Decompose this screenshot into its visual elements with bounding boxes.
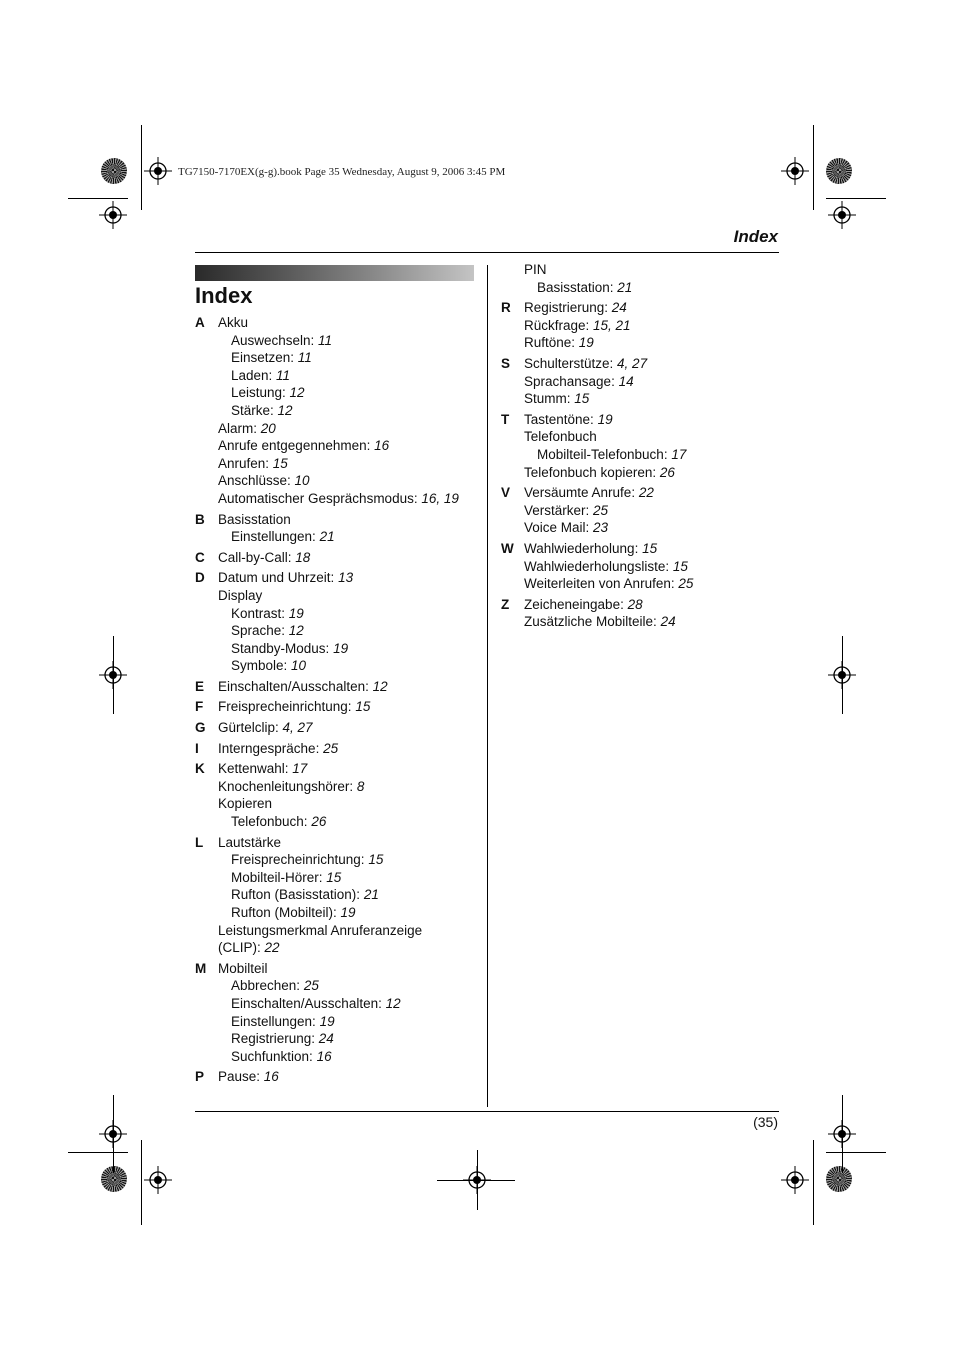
crosshair-registration-mark-icon — [828, 201, 856, 229]
entry-page-refs: 25 — [678, 576, 694, 592]
index-group — [195, 760, 475, 830]
index-entry — [195, 314, 475, 332]
index-entry — [501, 299, 781, 317]
entry-term: Rückfrage: — [524, 317, 594, 333]
entry-page-refs: 16 — [316, 1048, 332, 1064]
entry-page-refs: 15 — [272, 455, 288, 471]
crop-line — [437, 1180, 515, 1181]
index-group — [195, 698, 475, 716]
entry-term: Kontrast: — [231, 605, 289, 621]
index-entry — [195, 490, 475, 508]
crosshair-registration-mark-icon — [144, 157, 172, 185]
index-entry — [195, 795, 475, 813]
index-letter: R — [501, 300, 511, 316]
page-title: Index — [195, 283, 253, 308]
entry-term: Sprache: — [231, 623, 289, 639]
index-subentry — [195, 1048, 475, 1066]
index-letter: C — [195, 549, 205, 565]
entry-page-refs: 12 — [288, 623, 304, 639]
entry-page-refs: 12 — [385, 995, 401, 1011]
index-subentry — [195, 402, 475, 420]
index-subentry — [195, 904, 475, 922]
entry-term: Registrierung: — [524, 300, 612, 316]
entry-page-refs: 15, 21 — [593, 317, 631, 333]
index-entry — [195, 511, 475, 529]
index-group — [195, 549, 475, 567]
index-entry — [501, 390, 781, 408]
index-letter: K — [195, 761, 205, 777]
entry-term: Leistungsmerkmal Anruferanzeige — [218, 922, 423, 938]
entry-page-refs: 11 — [297, 350, 312, 366]
entry-page-refs: 15 — [672, 558, 688, 574]
print-info: TG7150-7170EX(g-g).book Page 35 Wednesday, August 9, 2006 3:45 PM — [178, 166, 506, 178]
entry-page-refs: 15 — [368, 852, 384, 868]
running-header-title: Index — [733, 227, 778, 246]
index-entry — [501, 596, 781, 614]
index-group — [501, 540, 781, 593]
entry-term: Mobilteil-Telefonbuch: — [537, 446, 672, 462]
index-entry — [501, 575, 781, 593]
index-entry — [195, 420, 475, 438]
entry-page-refs: 24 — [660, 614, 676, 630]
entry-term: Weiterleiten von Anrufen: — [524, 576, 679, 592]
entry-term: Laden: — [231, 367, 277, 383]
entry-page-refs: 19 — [288, 605, 304, 621]
entry-term: Rufton (Mobilteil): — [231, 905, 341, 920]
index-group — [195, 960, 475, 1066]
index-subentry — [195, 977, 475, 995]
header-rule — [195, 252, 779, 253]
entry-term: Automatischer Gesprächsmodus: — [218, 490, 422, 506]
index-group — [501, 299, 781, 352]
index-entry — [501, 334, 781, 352]
crop-line — [842, 1095, 843, 1173]
entry-term: Wahlwiederholungsliste: — [524, 558, 673, 574]
index-entry — [501, 558, 781, 576]
entry-page-refs: 4, 27 — [617, 355, 648, 371]
index-subentry — [195, 605, 475, 623]
index-entry — [195, 455, 475, 473]
entry-page-refs: 17 — [671, 446, 687, 462]
index-entry — [501, 540, 781, 558]
entry-term: Freisprecheinrichtung: — [218, 699, 356, 715]
index-group — [501, 261, 781, 296]
entry-term: Gürtelclip: — [218, 720, 283, 736]
index-entry — [195, 760, 475, 778]
entry-term: Sprachansage: — [524, 373, 619, 389]
entry-term: Anrufen: — [218, 455, 273, 471]
index-letter: V — [501, 485, 511, 501]
index-entry — [501, 464, 781, 482]
entry-page-refs: 16 — [263, 1069, 279, 1085]
crop-line — [826, 198, 886, 199]
crop-line — [141, 125, 142, 210]
color-calibration-rosette-icon — [101, 158, 127, 184]
index-entry — [195, 587, 475, 605]
entry-term: Suchfunktion: — [231, 1048, 317, 1064]
entry-term: Ruftöne: — [524, 335, 579, 351]
crop-line — [113, 636, 114, 714]
index-group — [195, 569, 475, 675]
entry-page-refs: 11 — [318, 332, 333, 348]
index-letter: P — [195, 1069, 205, 1085]
entry-term: Call-by-Call: — [218, 549, 296, 565]
entry-page-refs: 10 — [291, 658, 307, 674]
index-subentry — [501, 279, 781, 297]
index-entry — [195, 678, 475, 696]
entry-term: Telefonbuch: — [231, 814, 312, 830]
entry-page-refs: 15 — [355, 699, 371, 715]
index-entry — [195, 472, 475, 490]
entry-page-refs: 26 — [659, 464, 675, 480]
index-subentry — [501, 446, 781, 464]
entry-term: Einschalten/Ausschalten: — [218, 678, 373, 694]
crop-line — [813, 125, 814, 210]
crop-line — [141, 1140, 142, 1225]
index-right-column — [501, 261, 781, 634]
entry-term: Display — [218, 587, 263, 603]
index-letter: L — [195, 834, 204, 850]
footer-rule — [195, 1111, 779, 1112]
entry-page-refs: 20 — [260, 420, 276, 436]
crop-line — [813, 1140, 814, 1225]
entry-term: Zusätzliche Mobilteile: — [524, 614, 661, 630]
entry-page-refs: 14 — [618, 373, 634, 389]
entry-term: Mobilteil-Hörer: — [231, 869, 327, 885]
index-subentry — [195, 657, 475, 675]
index-entry — [195, 1068, 475, 1086]
entry-term: Anschlüsse: — [218, 473, 295, 489]
entry-term: Pause: — [218, 1069, 264, 1085]
entry-page-refs: 17 — [292, 761, 308, 777]
index-entry — [501, 484, 781, 502]
entry-page-refs: 19 — [333, 640, 349, 656]
entry-page-refs: 24 — [611, 300, 627, 316]
index-subentry — [195, 995, 475, 1013]
entry-page-refs: 25 — [303, 978, 319, 994]
index-entry — [195, 939, 475, 957]
entry-page-refs: 25 — [593, 502, 609, 518]
entry-term: Symbole: — [231, 658, 292, 674]
crop-line — [68, 198, 128, 199]
index-letter: B — [195, 511, 205, 527]
entry-term: Freisprecheinrichtung: — [231, 852, 369, 868]
entry-term: Kopieren — [218, 796, 273, 812]
entry-page-refs: 12 — [289, 385, 305, 401]
index-subentry — [195, 528, 475, 546]
entry-page-refs: 15 — [326, 869, 342, 885]
entry-page-refs: 28 — [627, 596, 643, 612]
index-entry — [195, 569, 475, 587]
entry-page-refs: 15 — [574, 391, 590, 407]
color-calibration-rosette-icon — [826, 1166, 852, 1192]
entry-term: PIN — [524, 262, 547, 277]
index-group — [195, 1068, 475, 1086]
index-entry — [195, 834, 475, 852]
index-letter: G — [195, 720, 206, 736]
index-group — [195, 719, 475, 737]
entry-term: Standby-Modus: — [231, 640, 334, 656]
index-group — [501, 596, 781, 631]
entry-page-refs: 19 — [340, 905, 356, 920]
entry-page-refs: 10 — [294, 473, 310, 489]
index-entry — [195, 740, 475, 758]
entry-term: Einschalten/Ausschalten: — [231, 995, 386, 1011]
entry-term: Registrierung: — [231, 1031, 319, 1047]
entry-term: Datum und Uhrzeit: — [218, 570, 339, 586]
entry-page-refs: 12 — [277, 402, 293, 418]
heading-gradient-bar — [195, 265, 474, 281]
entry-page-refs: 26 — [311, 814, 327, 830]
index-subentry — [195, 332, 475, 350]
entry-page-refs: 8 — [356, 778, 365, 794]
entry-page-refs: 22 — [264, 940, 280, 956]
index-entry — [501, 317, 781, 335]
entry-term: Zeicheneingabe: — [524, 596, 628, 612]
entry-page-refs: 22 — [638, 485, 654, 501]
entry-page-refs: 13 — [338, 570, 354, 586]
entry-page-refs: 16, 19 — [421, 490, 459, 506]
index-group — [501, 355, 781, 408]
entry-term: Mobilteil — [218, 960, 268, 976]
index-entry — [195, 437, 475, 455]
index-letter: E — [195, 678, 205, 694]
index-left-column — [195, 314, 475, 1089]
index-entry — [501, 411, 781, 429]
crop-line — [113, 1095, 114, 1173]
entry-term: Stumm: — [524, 391, 575, 407]
index-subentry — [195, 640, 475, 658]
index-group — [195, 740, 475, 758]
entry-page-refs: 24 — [318, 1031, 334, 1047]
entry-term: Versäumte Anrufe: — [524, 485, 639, 501]
entry-page-refs: 18 — [295, 549, 311, 565]
index-group — [195, 678, 475, 696]
index-subentry — [195, 1013, 475, 1031]
index-subentry — [195, 349, 475, 367]
index-entry — [501, 613, 781, 631]
entry-page-refs: 16 — [374, 438, 390, 454]
entry-term: Tastentöne: — [524, 411, 598, 427]
index-subentry — [195, 851, 475, 869]
entry-term: Telefonbuch kopieren: — [524, 464, 660, 480]
index-entry — [195, 778, 475, 796]
index-entry — [195, 698, 475, 716]
entry-page-refs: 19 — [578, 335, 594, 351]
index-group — [501, 411, 781, 481]
index-letter: S — [501, 355, 511, 371]
entry-term: Abbrechen: — [231, 978, 304, 994]
page-number: (35) — [753, 1114, 778, 1130]
crop-line — [826, 1152, 886, 1153]
index-subentry — [195, 869, 475, 887]
entry-page-refs: 21 — [617, 279, 633, 295]
entry-term: Stärke: — [231, 402, 278, 418]
entry-page-refs: 21 — [319, 529, 335, 545]
index-group — [501, 484, 781, 537]
index-entry — [501, 261, 781, 279]
color-calibration-rosette-icon — [826, 158, 852, 184]
index-entry — [195, 719, 475, 737]
index-subentry — [195, 622, 475, 640]
entry-term: Einstellungen: — [231, 529, 320, 545]
entry-term: Auswechseln: — [231, 332, 319, 348]
index-entry — [501, 519, 781, 537]
index-entry — [501, 355, 781, 373]
entry-page-refs: 25 — [323, 740, 339, 756]
index-letter: M — [195, 960, 207, 976]
index-letter: I — [195, 740, 199, 756]
color-calibration-rosette-icon — [101, 1166, 127, 1192]
entry-page-refs: 19 — [319, 1013, 335, 1029]
crop-line — [68, 1152, 128, 1153]
entry-page-refs: 15 — [642, 540, 658, 556]
index-subentry — [195, 367, 475, 385]
entry-term: (CLIP): — [218, 940, 265, 956]
entry-term: Verstärker: — [524, 502, 594, 518]
index-letter: T — [501, 411, 510, 427]
crosshair-registration-mark-icon — [781, 1166, 809, 1194]
index-letter: F — [195, 699, 204, 715]
entry-term: Basisstation — [218, 511, 291, 527]
index-entry — [195, 922, 475, 940]
index-letter: D — [195, 570, 205, 586]
entry-page-refs: 21 — [363, 887, 379, 903]
entry-term: Schulterstütze: — [524, 355, 618, 371]
entry-term: Telefonbuch — [524, 429, 597, 445]
index-group — [195, 511, 475, 546]
index-group — [195, 834, 475, 957]
index-subentry — [195, 1030, 475, 1048]
entry-term: Rufton (Basisstation): — [231, 887, 364, 903]
entry-term: Knochenleitungshörer: — [218, 778, 357, 794]
entry-page-refs: 23 — [593, 520, 609, 536]
index-letter: Z — [501, 596, 510, 612]
index-entry — [195, 960, 475, 978]
entry-term: Lautstärke — [218, 834, 282, 850]
entry-term: Leistung: — [231, 385, 290, 401]
index-entry — [195, 549, 475, 567]
crop-line — [842, 636, 843, 714]
index-subentry — [195, 384, 475, 402]
entry-page-refs: 12 — [372, 678, 388, 694]
entry-term: Einsetzen: — [231, 350, 298, 366]
entry-term: Alarm: — [218, 420, 261, 436]
index-letter: A — [195, 315, 205, 330]
crosshair-registration-mark-icon — [99, 201, 127, 229]
entry-term: Kettenwahl: — [218, 761, 293, 777]
entry-term: Anrufe entgegennehmen: — [218, 438, 375, 454]
crosshair-registration-mark-icon — [781, 157, 809, 185]
index-subentry — [195, 813, 475, 831]
column-divider — [487, 265, 488, 1107]
entry-page-refs: 11 — [276, 367, 291, 383]
entry-term: Wahlwiederholung: — [524, 540, 643, 556]
index-entry — [501, 502, 781, 520]
entry-page-refs: 4, 27 — [282, 720, 313, 736]
entry-term: Akku — [218, 315, 249, 330]
index-entry — [501, 428, 781, 446]
index-subentry — [195, 886, 475, 904]
index-group — [195, 314, 475, 508]
entry-term: Basisstation: — [537, 279, 618, 295]
entry-page-refs: 19 — [597, 411, 613, 427]
index-letter: W — [501, 540, 514, 556]
crosshair-registration-mark-icon — [144, 1166, 172, 1194]
entry-term: Einstellungen: — [231, 1013, 320, 1029]
entry-term: Voice Mail: — [524, 520, 594, 536]
entry-term: Interngespräche: — [218, 740, 324, 756]
index-entry — [501, 373, 781, 391]
